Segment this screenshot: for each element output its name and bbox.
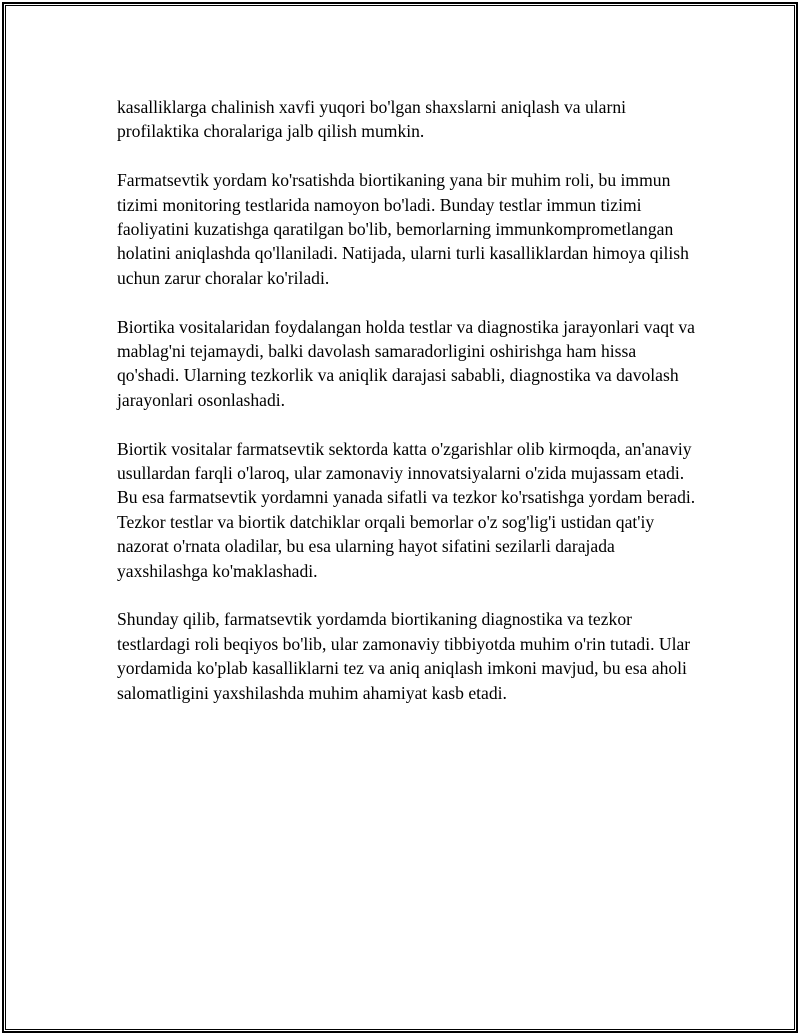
document-page [2, 2, 798, 1033]
document-body [117, 95, 697, 729]
paragraph-3: Biortika vositalaridan foydalangan holda testlar va diagnostika jarayonlari vaqt va mablag'ni tejamaydi, balki davolash samaradorligini oshirishga ham hissa qo'shadi. Ularning tezkorlik va aniqlik darajasi sababli, diagnostika va davolash jarayonlari osonlashadi. [117, 316, 695, 410]
paragraph-4: Biortik vositalar farmatsevtik sektorda katta o'zgarishlar olib kirmoqda, an'anaviy usullardan farqli o'laroq, ular zamonaviy innovatsiyalarni o'zida mujassam etadi. Bu esa farmatsevtik yordamni yanada sifatli va tezkor ko'rsatishga yordam beradi. Tezkor testlar va biortik datchiklar orqali bemorlar o'z sog'lig'i ustidan qat'iy nazorat o'rnata oladilar, bu esa ularning hayot sifatini sezilarli darajada yaxshilashga ko'maklashadi. [117, 438, 696, 581]
paragraph-5: Shunday qilib, farmatsevtik yordamda biortikaning diagnostika va tezkor testlardagi roli beqiyos bo'lib, ular zamonaviy tibbiyotda muhim o'rin tutadi. Ular yordamida ko'plab kasalliklarni tez va aniq aniqlash imkoni mavjud, bu esa aholi salomatligini yaxshilashda muhim ahamiyat kasb etadi. [117, 609, 691, 703]
paragraph-1: kasalliklarga chalinish xavfi yuqori bo'lgan shaxslarni aniqlash va ularni profilaktika choralariga jalb qilish mumkin. [117, 97, 627, 142]
paragraph-2: Farmatsevtik yordam ko'rsatishda biortikaning yana bir muhim roli, bu immun tizimi monitoring testlarida namoyon bo'ladi. Bunday testlar immun tizimi faoliyatini kuzatishga qaratilgan bo'lib, bemorlarning immunkomprometlangan holatini aniqlashda qo'llaniladi. Natijada, ularni turli kasalliklardan himoya qilish uchun zarur choralar ko'riladi. [117, 170, 689, 288]
